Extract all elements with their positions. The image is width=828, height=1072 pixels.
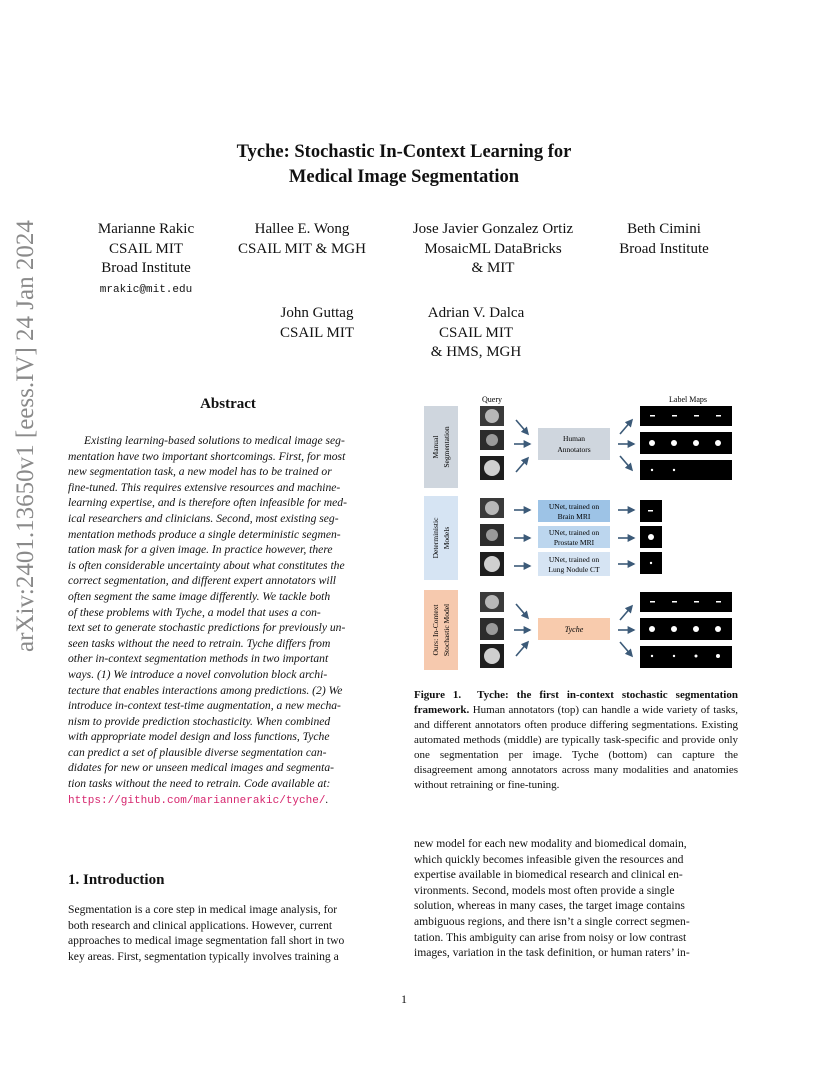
body-line: ambiguous regions, and there isn’t a single correct segmen-: [414, 914, 690, 928]
abstract-line: introduce in-context test-time augmentation, a new mecha-: [68, 699, 341, 713]
model-label: Prostate MRI: [553, 538, 595, 547]
body-line: which quickly becomes infeasible given the resources and: [414, 852, 684, 866]
abstract-line: Existing learning-based solutions to medical image seg-: [84, 434, 345, 447]
label-maps-label: Label Maps: [669, 395, 707, 404]
author-email[interactable]: mrakic@mit.edu: [99, 283, 193, 296]
body-line: tation. This ambiguity can arise from noisy or low contrast: [414, 930, 687, 944]
abstract-line: with appropriate model design and loss functions, Tyche: [68, 730, 330, 744]
author-gonzalez-ortiz: [400, 220, 586, 279]
author-affiliation: CSAIL MIT: [108, 240, 184, 257]
author-name: Adrian V. Dalca: [427, 305, 525, 321]
model-label: UNet, trained on: [548, 555, 600, 564]
abstract-line: new segmentation task, a new model has to be trained or: [68, 465, 332, 479]
author-name: Hallee E. Wong: [254, 221, 350, 237]
caption-bold: Tyche: the first in-context stochastic segmentation framework.: [414, 689, 738, 716]
author-name: Marianne Rakic: [97, 221, 195, 237]
author-cimini: [600, 220, 728, 259]
body-line: solution, whereas in many cases, the target image contains: [414, 899, 685, 913]
abstract-line: is often considerable uncertainty about what constitutes the: [68, 558, 345, 572]
abstract-heading: Abstract: [200, 396, 256, 412]
arrows-right: [618, 420, 634, 656]
title-line-1: Tyche: Stochastic In-Context Learning for: [236, 142, 572, 162]
abstract-line: learning expertise, and is therefore often infeasible for med-: [68, 496, 347, 510]
author-wong: [222, 220, 382, 259]
url-tail: .: [325, 792, 329, 806]
abstract-line: nism to provide prediction stochasticity. When combined: [68, 714, 331, 728]
side-label: Ours: In-Context: [431, 604, 440, 656]
section-heading: 1. Introduction: [68, 872, 165, 888]
abstract-line: can predict a set of plausible diverse segmentation can-: [68, 745, 327, 759]
abstract-line: mentation methods produce a single deterministic segmen-: [68, 527, 341, 541]
author-affiliation: Broad Institute: [101, 260, 191, 276]
abstract-line: ical researchers and clinicians. Second, most existing seg-: [68, 511, 339, 525]
query-label: Query: [482, 395, 502, 404]
abstract-line: tation mask for a given image. In practice however, there: [68, 543, 333, 557]
abstract-line: didates for new or unseen medical images and segmenta-: [68, 761, 334, 775]
intro-line: both research and clinical applications. However, current: [68, 918, 333, 932]
query-image-stack: [480, 406, 504, 480]
abstract-line: tion tasks without the need to retrain. Code available at:: [68, 777, 331, 791]
author-affiliation: & HMS, MGH: [430, 344, 522, 360]
side-label: Segmentation: [442, 426, 451, 468]
body-line: vironments. Second, models most often provide a single: [414, 883, 675, 897]
model-label: UNet, trained on: [548, 528, 600, 537]
query-image-stack: [480, 498, 504, 576]
author-affiliation: & MIT: [471, 260, 515, 276]
paper-title: [0, 140, 808, 190]
author-name: Jose Javier Gonzalez Ortiz: [412, 221, 574, 237]
box-label: Human: [562, 434, 586, 443]
model-label: Lung Nodule CT: [548, 565, 600, 574]
intro-line: key areas. First, segmentation typically involves training a: [68, 949, 339, 963]
author-affiliation: CSAIL MIT & MGH: [238, 240, 366, 257]
deterministic-panel: [424, 496, 458, 580]
abstract-line: seen tasks without the need to retrain. Tyche differs from: [68, 636, 331, 650]
abstract-line: text set to generate stochastic predictions for previously un-: [68, 621, 346, 635]
author-affiliation: CSAIL MIT: [279, 324, 355, 341]
abstract-line: tecture that enables interactions among predictions. (2) We: [68, 683, 343, 697]
figure-caption: [414, 688, 738, 793]
abstract-body: [68, 433, 388, 809]
arrows-left: [514, 420, 530, 656]
abstract-line: other in-context segmentation methods in two important: [68, 652, 329, 666]
box-label: Tyche: [564, 625, 584, 634]
abstract-line: ways. (1) We introduce a novel convolution block archi-: [68, 667, 328, 681]
caption-text: Human annotators (top) can handle a wide variety of tasks, and different annotators often produce differing segmentations. Existing automated methods (middle) are typically task-specific and provide only one segmentation per image. Tyche (bottom) can capture the disagreement among annotators across many modalities and anatomies without retraining or fine-tuning.: [414, 704, 739, 791]
right-column-body: [414, 836, 738, 961]
box-label: Annotators: [557, 445, 591, 454]
ours-panel: [424, 590, 458, 670]
side-label: Models: [442, 526, 451, 550]
body-line: new model for each new modality and biomedical domain,: [414, 837, 687, 850]
code-url-link[interactable]: https://github.com/mariannerakic/tyche/: [68, 794, 326, 807]
arxiv-stamp: arXiv:2401.13650v1 [eess.IV] 24 Jan 2024: [12, 220, 39, 652]
body-line: expertise available in biomedical research and clinical en-: [414, 868, 683, 882]
body-line: images, variation in the task definition, or human raters’ in-: [414, 946, 690, 960]
query-image-stack: [480, 592, 504, 668]
author-affiliation: MosaicML DataBricks: [424, 240, 562, 257]
side-label: Manual: [431, 435, 440, 459]
author-rakic: [78, 220, 214, 300]
side-label: Deterministic: [431, 517, 440, 559]
author-affiliation: Broad Institute: [619, 240, 709, 257]
title-line-2: Medical Image Segmentation: [288, 167, 520, 187]
page-number: 1: [401, 992, 407, 1006]
author-affiliation: CSAIL MIT: [438, 324, 514, 341]
author-name: John Guttag: [280, 305, 354, 321]
model-label: Brain MRI: [557, 512, 591, 521]
intro-line: Segmentation is a core step in medical image analysis, for: [68, 903, 338, 916]
intro-line: approaches to medical image segmentation fall short in two: [68, 934, 345, 948]
abstract-line: often segment the same image differently. We tackle both: [68, 589, 331, 603]
side-label: Stochastic Model: [442, 603, 451, 657]
model-label: UNet, trained on: [548, 502, 600, 511]
abstract-line: mentation have two important shortcomings. First, for most: [68, 449, 346, 463]
author-guttag: [250, 304, 384, 343]
author-name: Beth Cimini: [627, 221, 701, 237]
abstract-line: fine-tuned. This requires extensive resources and machine-: [68, 480, 341, 494]
figure-1: [420, 392, 740, 676]
author-dalca: [406, 304, 546, 363]
caption-label: Figure 1.: [414, 689, 462, 701]
manual-panel: [424, 406, 458, 488]
abstract-line: correct segmentation, and different expert annotators will: [68, 574, 337, 588]
intro-body: [68, 902, 388, 964]
abstract-line: of these problems with Tyche, a model that uses a con-: [68, 605, 321, 619]
human-annotators-box: [538, 428, 610, 460]
